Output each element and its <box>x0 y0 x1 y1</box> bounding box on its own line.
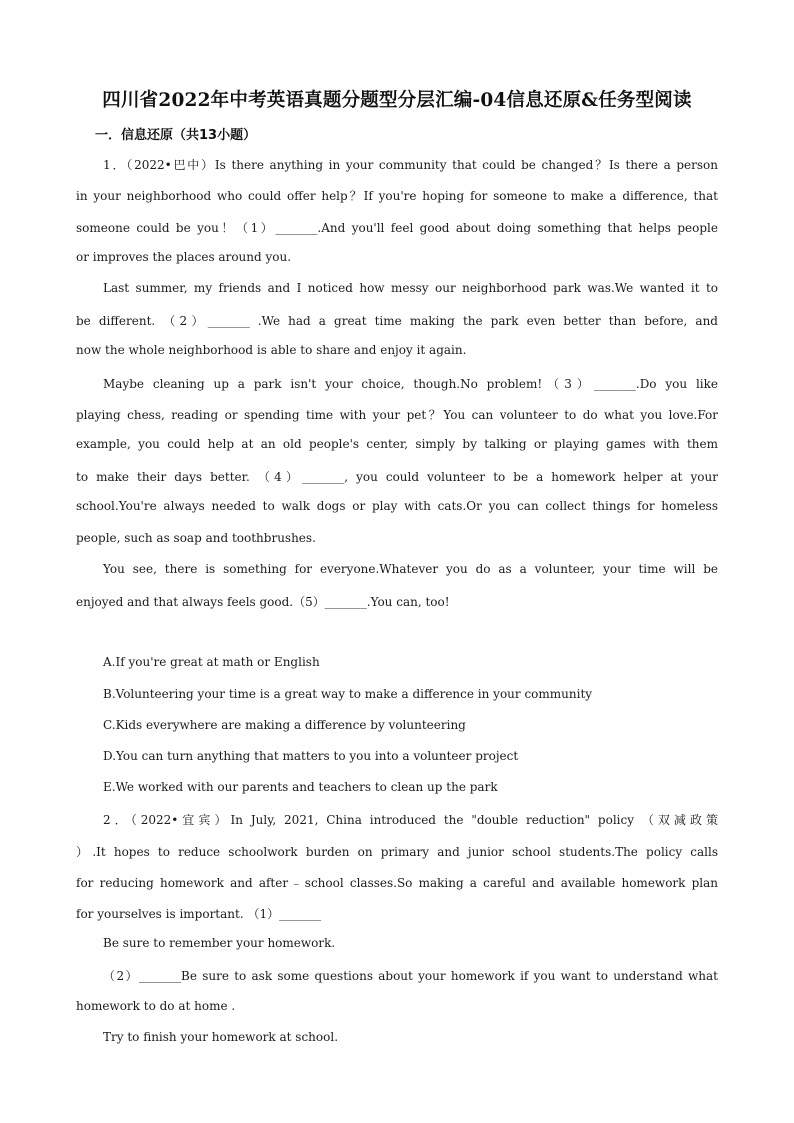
q1-line: or improves the places around you. <box>76 250 292 264</box>
q1-line: Last summer, my friends and I noticed how messy our neighborhood park was.We wanted it to <box>103 281 718 295</box>
q1-line: playing chess, reading or spending time with your pet？You can volunteer to do what you love.For <box>76 408 718 422</box>
section-heading: 一．信息还原（共13小题） <box>95 128 257 143</box>
q1-line: You see, there is something for everyone.Whatever you do as a volunteer, your time will be <box>103 562 718 576</box>
q2-line: 2．（2022•宜宾）In July, 2021, China introduced the "double reduction" policy （双减政策 <box>103 813 718 827</box>
q1-line: school.You're always needed to walk dogs or play with cats.Or you can collect things for homeless <box>76 499 718 513</box>
q1-line: people, such as soap and toothbrushes. <box>76 531 316 545</box>
q2-line: （2）_______Be sure to ask some questions about your homework if you want to understand what <box>103 969 718 983</box>
page-title: 四川省2022年中考英语真题分题型分层汇编-04信息还原&任务型阅读 <box>102 90 692 111</box>
q1-line: be different. （2）_______ .We had a great time making the park even better than before, and <box>76 314 718 328</box>
option-e: E.We worked with our parents and teachers to clean up the park <box>103 780 498 794</box>
q1-line: someone could be you！（1）_______.And you'll feel good about doing something that helps people <box>76 221 718 235</box>
q2-line: for yourselves is important. （1）_______ <box>76 907 322 921</box>
q2-line: Be sure to remember your homework. <box>103 936 336 950</box>
q2-line: ）.It hopes to reduce schoolwork burden on primary and junior school students.The policy calls <box>76 845 718 859</box>
q1-line: now the whole neighborhood is able to share and enjoy it again. <box>76 343 467 357</box>
q1-line: example, you could help at an old people's center, simply by talking or playing games with them <box>76 437 718 451</box>
q2-line: Try to finish your homework at school. <box>103 1030 339 1044</box>
option-b: B.Volunteering your time is a great way to make a difference in your community <box>103 687 593 701</box>
q1-line: enjoyed and that always feels good.（5）_______.You can, too! <box>76 595 450 609</box>
option-a: A.If you're great at math or English <box>103 655 320 669</box>
q1-line: 1．（2022•巴中）Is there anything in your community that could be changed？Is there a person <box>103 158 718 172</box>
q2-line: homework to do at home . <box>76 999 236 1013</box>
option-c: C.Kids everywhere are making a difference by volunteering <box>103 718 466 732</box>
q2-line: for reducing homework and after﹣school classes.So making a careful and available homework plan <box>76 876 718 890</box>
q1-line: to make their days better. （4）_______, you could volunteer to be a homework helper at your <box>76 470 718 484</box>
q1-line: in your neighborhood who could offer help？If you're hoping for someone to make a difference, that <box>76 189 718 203</box>
q1-line: Maybe cleaning up a park isn't your choice, though.No problem!（3）_______.Do you like <box>103 377 718 391</box>
option-d: D.You can turn anything that matters to you into a volunteer project <box>103 749 519 763</box>
